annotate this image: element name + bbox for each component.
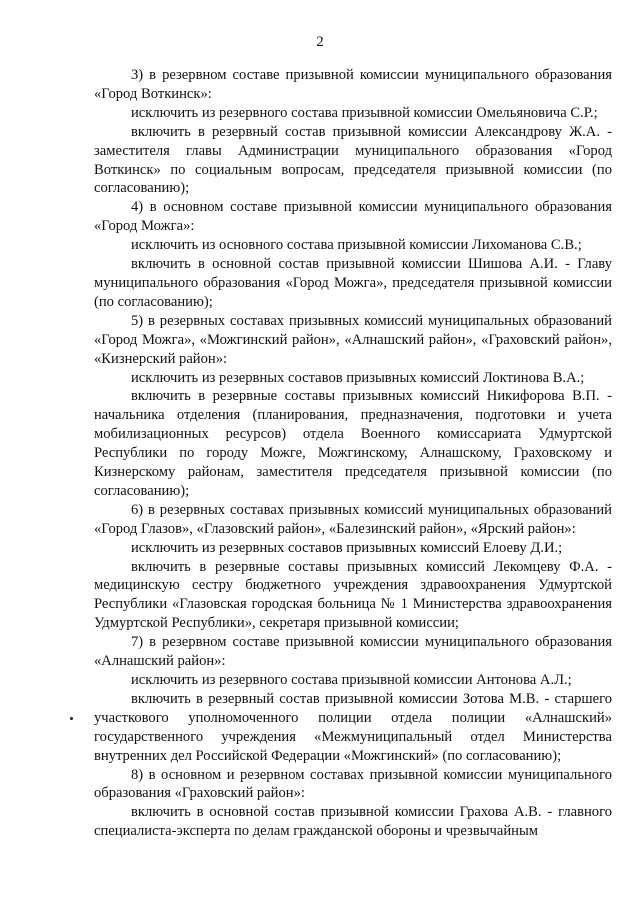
paragraph-item-3-include: включить в резервный состав призывной комиссии Александрову Ж.А. - заместителя главы Администрации муниципального образования «Город Воткинск» по социальным вопросам, председателя призывной комиссии (по согласованию); xyxy=(94,123,612,197)
paragraph-item-6-heading: 6) в резервных составах призывных комиссий муниципальных образований «Город Глазов», «Глазовский район», «Балезинский район», «Ярский район»: xyxy=(94,501,612,537)
paragraph-item-4-include: включить в основной состав призывной комиссии Шишова А.И. - Главу муниципального образования «Город Можга», председателя призывной комиссии (по согласованию); xyxy=(94,256,612,310)
document-body xyxy=(94,66,612,841)
paragraph-item-3-heading: 3) в резервном составе призывной комиссии муниципального образования «Город Воткинск»: xyxy=(94,67,612,102)
paragraph-item-3-exclude: исключить из резервного состава призывной комиссии Омельяновича С.Р.; xyxy=(131,104,598,121)
paragraph-item-5-heading: 5) в резервных составах призывных комиссий муниципальных образований «Город Можга», «Можгинский район», «Алнашский район», «Граховский район», «Кизнерский район»: xyxy=(94,312,612,367)
paragraph-item-6-exclude: исключить из резервных составов призывных комиссий Елоеву Д.И.; xyxy=(131,539,563,556)
paragraph-item-7-heading: 7) в резервном составе призывной комиссии муниципального образования «Алнашский район»: xyxy=(94,634,612,670)
paragraph-item-7-exclude: исключить из резервного состава призывной комиссии Антонова А.Л.; xyxy=(131,672,572,688)
paragraph-item-4-heading: 4) в основном составе призывной комиссии муниципального образования «Город Можга»: xyxy=(94,199,612,235)
paragraph-item-5-include: включить в резервные составы призывных комиссий Никифорова В.П. - начальника отделения (планирования, предназначения, подготовки и учета мобилизационных ресурсов) отдела Военного комиссариата Удмуртской Республики по городу Можге, Можгинскому, Алнашскому, Граховскому и Кизнерскому районам, заместителя председателя призывной комиссии (по согласованию); xyxy=(94,388,612,499)
paragraph-item-4-exclude: исключить из основного состава призывной комиссии Лихоманова С.В.; xyxy=(131,237,582,254)
paragraph-item-5-exclude: исключить из резервных составов призывных комиссий Локтинова В.А.; xyxy=(131,369,585,386)
page-number: 2 xyxy=(316,34,324,50)
paragraph-item-7-include: включить в резервный состав призывной комиссии Зотова М.В. - старшего участкового уполномоченного полиции отдела полиции «Алнашский» государственного учреждения «Межмуниципальный отдел Министерства внутренних дел Российской Федерации «Можгинский» (по согласованию); xyxy=(94,690,612,764)
paragraph-item-6-include: включить в резервные составы призывных комиссий Лекомцеву Ф.А. - медицинскую сестру бюджетного учреждения здравоохранения Удмуртской Республики «Глазовская городская больница № 1 Министерства здравоохранения Удмуртской Республики», секретаря призывной комиссии; xyxy=(94,558,612,632)
scan-speck xyxy=(70,717,73,720)
paragraph-item-8-include: включить в основной состав призывной комиссии Грахова А.В. - главного специалиста-эксперта по делам гражданской обороны и чрезвычайным xyxy=(94,804,612,840)
paragraph-item-8-heading: 8) в основном и резервном составах призывной комиссии муниципального образования «Граховский район»: xyxy=(94,766,612,802)
